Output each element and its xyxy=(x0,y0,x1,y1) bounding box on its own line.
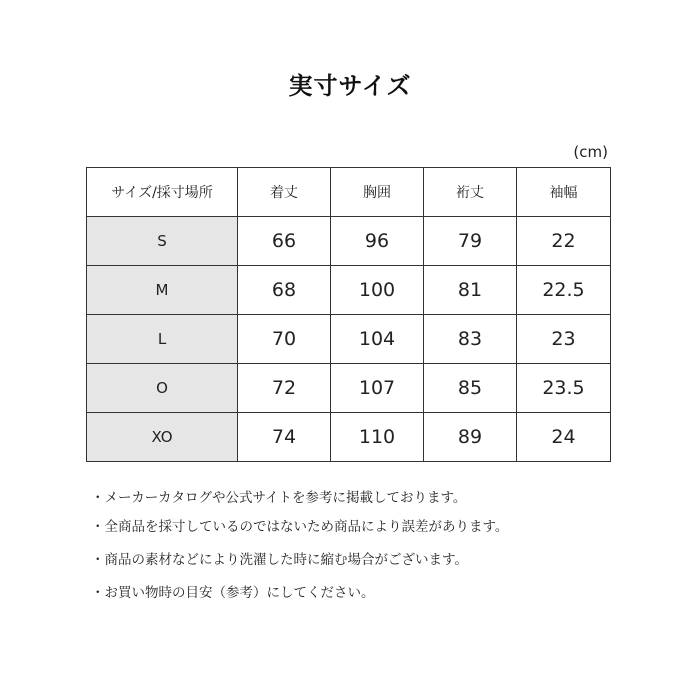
note-shrinkage: ・商品の素材などにより洗濯した時に縮む場合がございます。 xyxy=(91,552,468,568)
note-shopping-guide: ・お買い物時の目安（参考）にしてください。 xyxy=(91,585,375,601)
header-length: 着丈 xyxy=(238,168,331,217)
chest-cell: 104 xyxy=(331,315,424,364)
header-sleeve-width: 袖幅 xyxy=(517,168,611,217)
sleeve-length-cell: 83 xyxy=(424,315,517,364)
size-table xyxy=(86,167,611,462)
length-cell: 68 xyxy=(238,266,331,315)
length-cell: 74 xyxy=(238,413,331,462)
sleeve-length-cell: 79 xyxy=(424,217,517,266)
chest-cell: 96 xyxy=(331,217,424,266)
table-header-row xyxy=(87,168,611,217)
sleeve-length-cell: 85 xyxy=(424,364,517,413)
length-cell: 70 xyxy=(238,315,331,364)
header-sleeve-length: 裄丈 xyxy=(424,168,517,217)
chest-cell: 107 xyxy=(331,364,424,413)
size-cell: M xyxy=(87,266,238,315)
length-cell: 72 xyxy=(238,364,331,413)
sleeve-width-cell: 23 xyxy=(517,315,611,364)
size-cell: S xyxy=(87,217,238,266)
chest-cell: 100 xyxy=(331,266,424,315)
size-cell: L xyxy=(87,315,238,364)
table-row xyxy=(87,315,611,364)
size-cell: O xyxy=(87,364,238,413)
sleeve-width-cell: 22.5 xyxy=(517,266,611,315)
size-cell: XO xyxy=(87,413,238,462)
sleeve-length-cell: 89 xyxy=(424,413,517,462)
header-chest: 胸囲 xyxy=(331,168,424,217)
table-row xyxy=(87,217,611,266)
sleeve-width-cell: 24 xyxy=(517,413,611,462)
sleeve-width-cell: 23.5 xyxy=(517,364,611,413)
note-catalog-reference: ・メーカーカタログや公式サイトを参考に掲載しております。 xyxy=(91,490,467,506)
table-row xyxy=(87,364,611,413)
length-cell: 66 xyxy=(238,217,331,266)
table-row xyxy=(87,413,611,462)
chest-cell: 110 xyxy=(331,413,424,462)
unit-label: (cm) xyxy=(573,143,608,161)
page-title: 実寸サイズ xyxy=(288,72,412,100)
sleeve-width-cell: 22 xyxy=(517,217,611,266)
sleeve-length-cell: 81 xyxy=(424,266,517,315)
note-measurement-variance: ・全商品を採寸しているのではないため商品により誤差があります。 xyxy=(91,519,509,535)
table-row xyxy=(87,266,611,315)
header-size-measurement: サイズ/採寸場所 xyxy=(87,168,238,217)
